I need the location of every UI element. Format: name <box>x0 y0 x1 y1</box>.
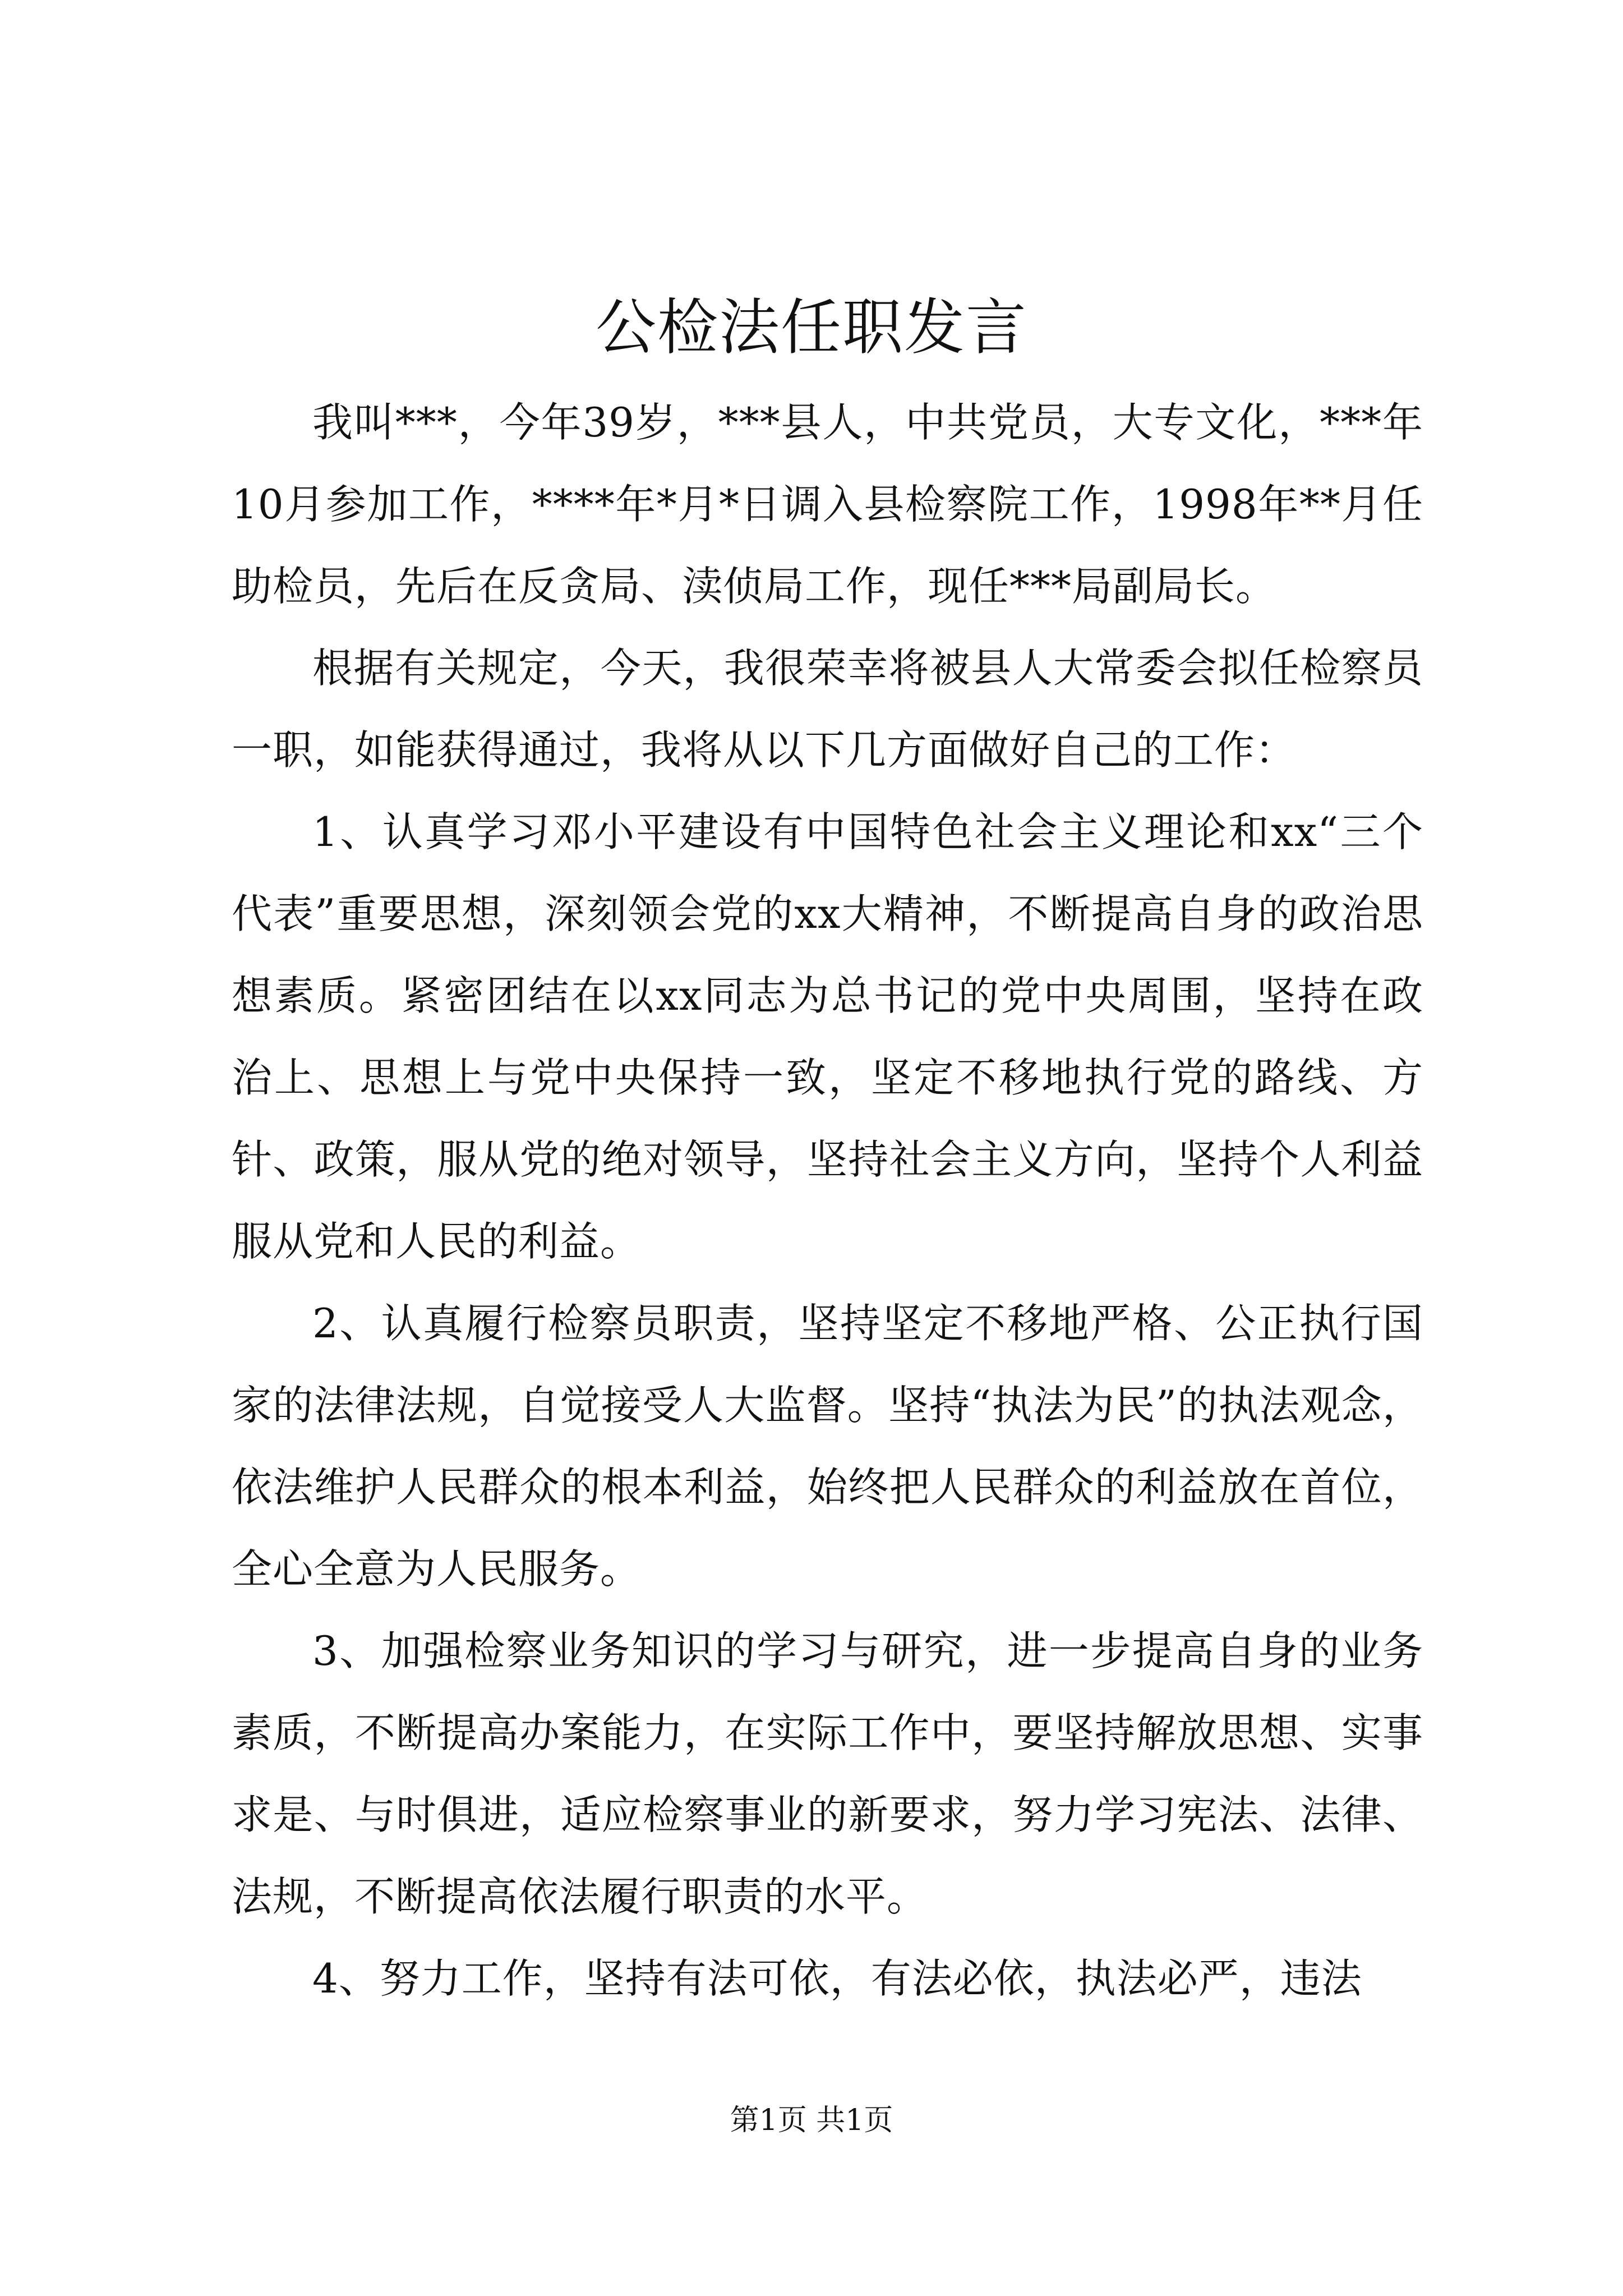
paragraph-item-4: 4、努力工作，坚持有法可依，有法必依，执法必严，违法 <box>312 1955 1362 2002</box>
paragraph-self-introduction: 我叫***，今年39岁，***县人，中共党员，大专文化，***年10月参加工作，****年*月*日调入县检察院工作，1998年**月任助检员，先后在反贪局、渎侦局工作，现任***局副局长。 <box>232 399 1423 610</box>
document-body <box>232 381 1423 2019</box>
document-title: 公检法任职发言 <box>595 293 1027 363</box>
page-footer <box>0 2098 1623 2143</box>
page-number-label: 第1页 共1页 <box>730 2104 893 2137</box>
paragraph-item-1: 1、认真学习邓小平建设有中国特色社会主义理论和xx“三个代表”重要思想，深刻领会党的xx大精神，不断提高自身的政治思想素质。紧密团结在以xx同志为总书记的党中央周围，坚持在政治上、思想上与党中央保持一致，坚定不移地执行党的路线、方针、政策，服从党的绝对领导，坚持社会主义方向，坚持个人利益服从党和人民的利益。 <box>232 808 1423 1265</box>
paragraph-item-3: 3、加强检察业务知识的学习与研究，进一步提高自身的业务素质，不断提高办案能力，在实际工作中，要坚持解放思想、实事求是、与时俱进，适应检察事业的新要求，努力学习宪法、法律、法规，不断提高依法履行职责的水平。 <box>232 1627 1423 1920</box>
paragraph-item-2: 2、认真履行检察员职责，坚持坚定不移地严格、公正执行国家的法律法规，自觉接受人大监督。坚持“执法为民”的执法观念，依法维护人民群众的根本利益，始终把人民群众的利益放在首位，全心全意为人民服务。 <box>232 1300 1423 1593</box>
paragraph-appointment-intro: 根据有关规定，今天，我很荣幸将被县人大常委会拟任检察员一职，如能获得通过，我将从以下几方面做好自己的工作： <box>232 645 1423 774</box>
